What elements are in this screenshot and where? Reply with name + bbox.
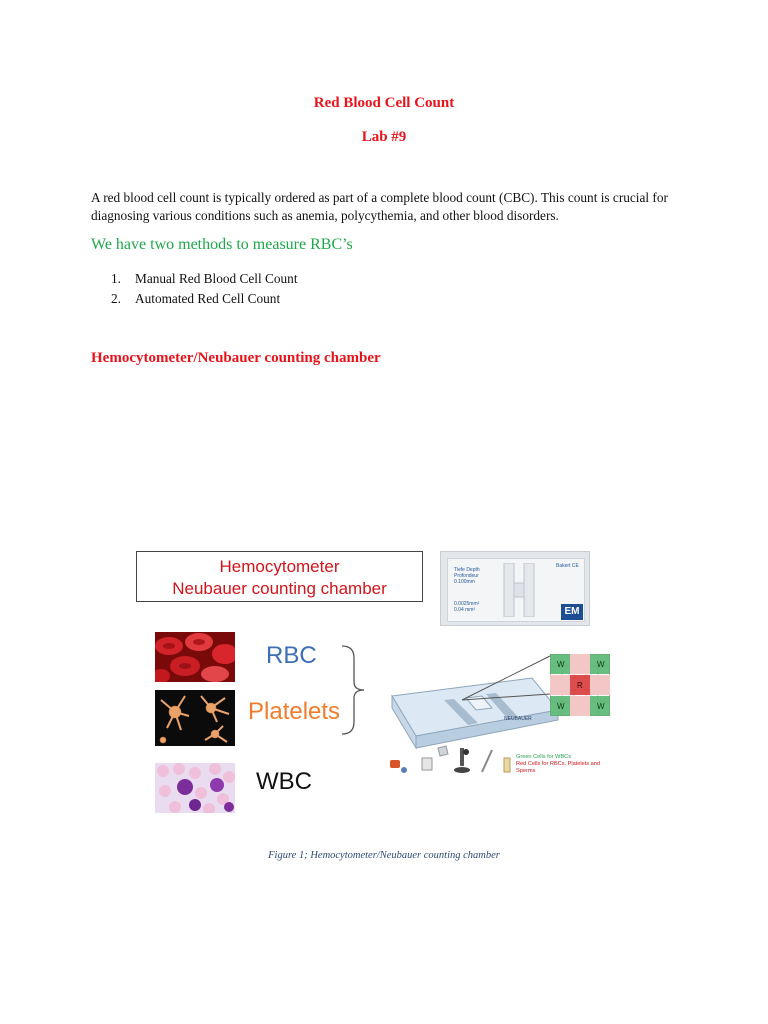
list-text: Automated Red Cell Count: [135, 291, 281, 306]
legend-red-text: Red Cells for RBCs, Platelets and Sperms: [516, 761, 600, 774]
platelets-image: [155, 690, 235, 746]
lab-equipment-icon: [388, 744, 518, 778]
legend-green-text: Green Cells for WBCs: [516, 754, 572, 760]
methods-list: [111, 269, 298, 309]
figure-title-line2: Neubauer counting chamber: [172, 579, 387, 598]
wbc-label: WBC: [256, 768, 312, 795]
list-number: 1.: [111, 271, 121, 286]
intro-paragraph: A red blood cell count is typically ordered as part of a complete blood count (CBC). This count is crucial for diagnosing various conditions such as anemia, polycythemia, and other blood disorders.: [91, 190, 668, 223]
grid-w-label-bl: W: [557, 702, 565, 711]
figure-title-line1: Hemocytometer: [219, 557, 340, 576]
chamber-label: NEUBAUER: [504, 716, 532, 722]
cell-color-legend: [516, 754, 616, 775]
methods-heading: We have two methods to measure RBC’s: [91, 236, 353, 253]
list-item: [111, 269, 298, 289]
slide-depth-text: Tiefe Depth Profondeur 0.100mm: [454, 567, 480, 585]
slide-logo: EM: [561, 604, 583, 620]
document-subtitle: Lab #9: [361, 129, 407, 145]
grid-w-label-br: W: [597, 702, 605, 711]
slide-chamber-icon: [502, 563, 536, 617]
zoom-line-icon: [460, 654, 560, 704]
list-text: Manual Red Blood Cell Count: [135, 271, 298, 286]
figure-caption: Figure 1; Hemocytometer/Neubauer counting chamber: [268, 850, 500, 861]
slide-photo: [440, 551, 590, 626]
list-number: 2.: [111, 291, 121, 306]
grid-w-label-tr: W: [597, 660, 605, 669]
grid-r-label: R: [577, 681, 583, 690]
rbc-image: [155, 632, 235, 682]
slide-area-text: 0.0025mm² 0.04 mm²: [454, 601, 480, 613]
platelets-label: Platelets: [248, 698, 341, 725]
rbc-label: RBC: [266, 642, 317, 669]
slide-brand-text: Bakert CE: [556, 563, 579, 569]
grid-w-label-tl: W: [557, 660, 565, 669]
wbc-image: [155, 763, 235, 813]
section-heading: Hemocytometer/Neubauer counting chamber: [91, 350, 381, 366]
list-item: [111, 289, 298, 309]
hemocytometer-figure: [130, 548, 620, 818]
figure-title-box: [136, 551, 423, 602]
document-title: Red Blood Cell Count: [313, 95, 455, 111]
slide-glass: [447, 558, 585, 622]
